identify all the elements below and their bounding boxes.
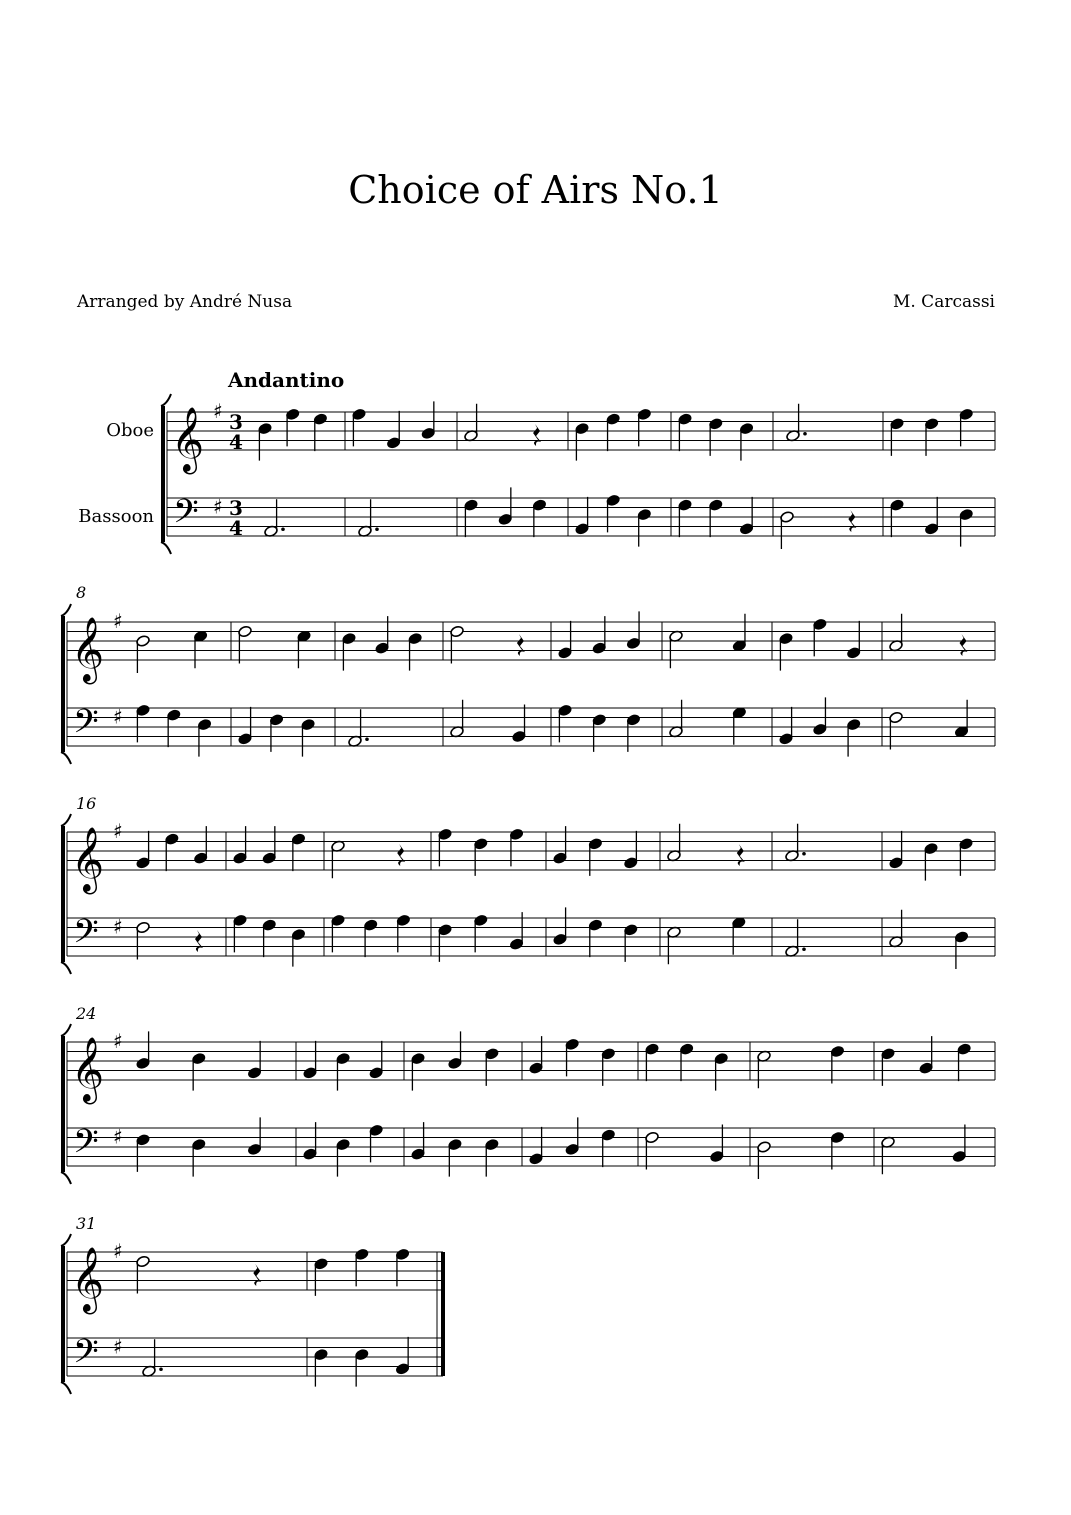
bass-clef-icon: 𝄢 <box>173 492 199 539</box>
treble-clef-icon: 𝄞 <box>71 827 105 892</box>
bracket-bottom <box>161 542 171 554</box>
key-signature-sharp-icon: ♯ <box>213 399 223 423</box>
note-dot <box>803 432 807 436</box>
key-signature-sharp-icon: ♯ <box>213 494 223 519</box>
quarter-rest-icon <box>737 844 745 866</box>
bracket-top <box>61 604 71 616</box>
bracket-top <box>61 1024 71 1036</box>
quarter-rest-icon <box>533 424 541 446</box>
quarter-rest-icon <box>960 634 968 656</box>
instrument-label-oboe: Oboe <box>106 420 154 441</box>
key-signature-sharp-icon: ♯ <box>113 819 123 843</box>
key-signature-sharp-icon: ♯ <box>113 1029 123 1053</box>
treble-clef-icon: 𝄞 <box>71 1037 105 1102</box>
bracket-top <box>61 814 71 826</box>
bass-clef-icon: 𝄢 <box>73 702 99 749</box>
key-signature-sharp-icon: ♯ <box>113 609 123 633</box>
bracket-top <box>61 1234 71 1246</box>
treble-clef-icon: 𝄞 <box>171 407 205 472</box>
quarter-rest-icon <box>517 634 525 656</box>
treble-clef-icon: 𝄞 <box>71 617 105 682</box>
bass-clef-icon: 𝄢 <box>73 1122 99 1169</box>
composer-credit: M. Carcassi <box>892 292 995 312</box>
note-dot <box>159 1367 163 1371</box>
key-signature-sharp-icon: ♯ <box>113 1239 123 1263</box>
quarter-rest-icon <box>848 510 856 532</box>
treble-clef-icon: 𝄞 <box>71 1247 105 1312</box>
quarter-rest-icon <box>195 930 203 952</box>
time-signature-top: 3 <box>229 496 243 521</box>
score-title: Choice of Airs No.1 <box>348 168 723 212</box>
quarter-rest-icon <box>253 1264 261 1286</box>
tempo-marking: Andantino <box>228 368 345 392</box>
bass-clef-icon: 𝄢 <box>73 912 99 959</box>
note-dot <box>802 947 806 951</box>
key-signature-sharp-icon: ♯ <box>113 1334 123 1359</box>
bass-clef-icon: 𝄢 <box>73 1332 99 1379</box>
note-dot <box>375 527 379 531</box>
bracket-bottom <box>61 1382 71 1394</box>
measure-number-8: 8 <box>76 583 87 602</box>
note-dot <box>802 852 806 856</box>
arranger-credit: Arranged by André Nusa <box>77 292 293 312</box>
bracket-top <box>161 394 171 406</box>
key-signature-sharp-icon: ♯ <box>113 914 123 939</box>
bracket-bottom <box>61 752 71 764</box>
measure-number-16: 16 <box>76 794 97 813</box>
note-dot <box>281 527 285 531</box>
time-signature-bottom: 4 <box>229 430 243 455</box>
time-signature-bottom: 4 <box>229 516 243 541</box>
note-dot <box>365 737 369 741</box>
bracket-bottom <box>61 962 71 974</box>
time-signature-top: 3 <box>229 410 243 435</box>
measure-number-31: 31 <box>76 1214 97 1233</box>
key-signature-sharp-icon: ♯ <box>113 1124 123 1149</box>
measure-number-24: 24 <box>76 1004 97 1023</box>
quarter-rest-icon <box>397 844 405 866</box>
instrument-label-bassoon: Bassoon <box>78 506 154 527</box>
key-signature-sharp-icon: ♯ <box>113 704 123 729</box>
bracket-bottom <box>61 1172 71 1184</box>
